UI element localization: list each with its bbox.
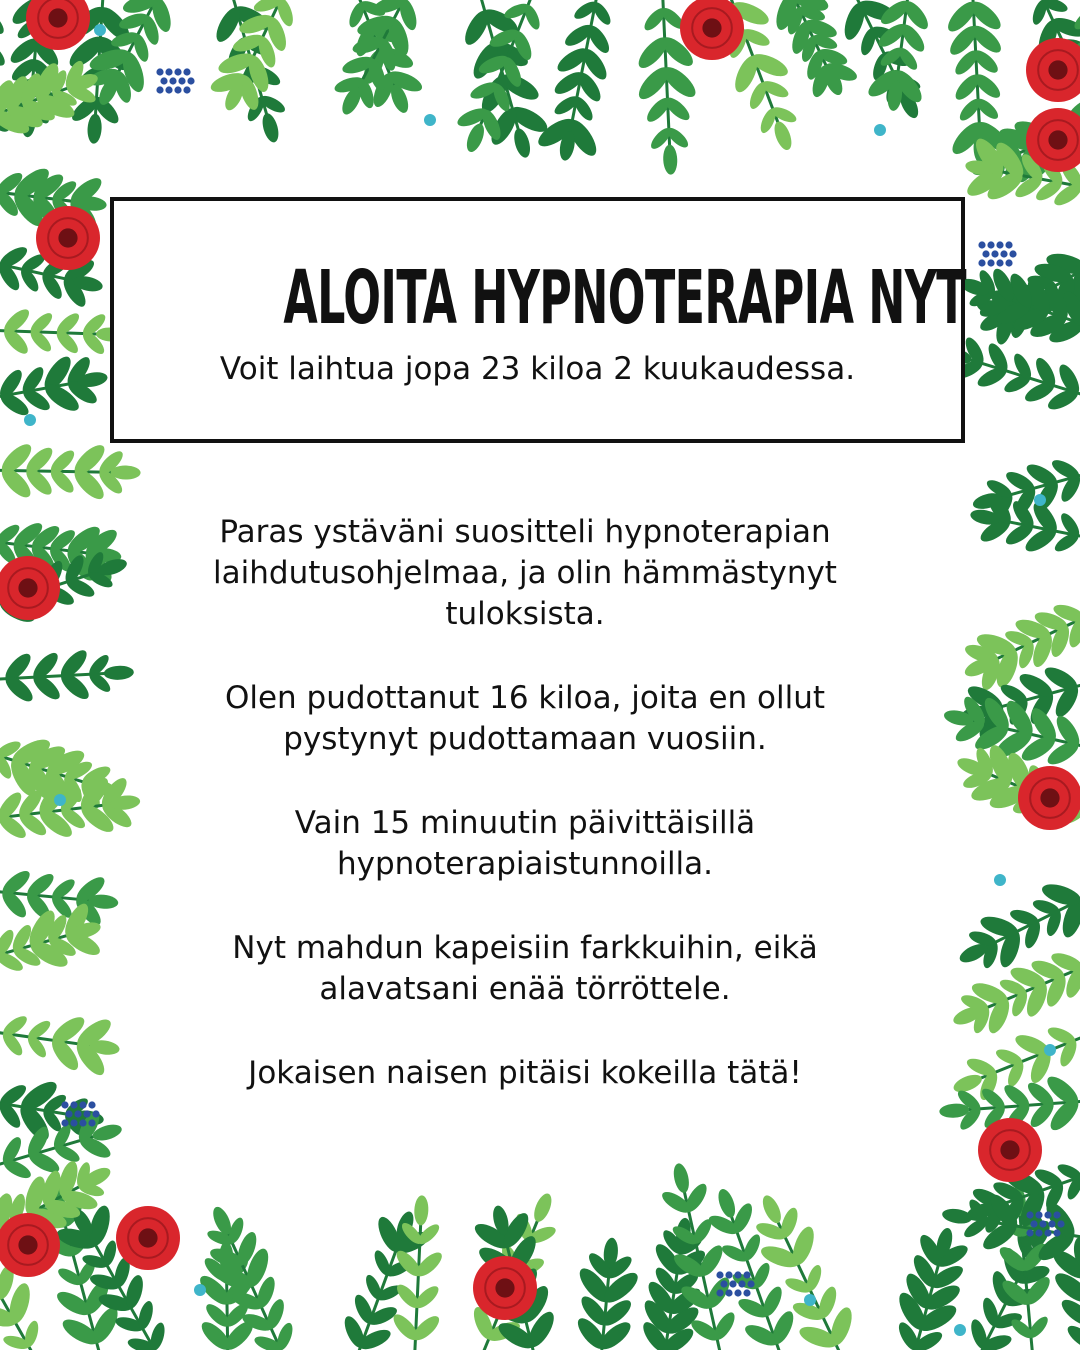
text-line: laihdutusohjelmaa, ja olin hämmästynyt [213, 555, 837, 591]
berry-dot [70, 1101, 77, 1108]
leaf-shape [1058, 1295, 1080, 1330]
berry-dot [165, 86, 172, 93]
berry-dot [61, 1119, 68, 1126]
berry-dot [734, 1271, 741, 1278]
berry-dot [1048, 1220, 1055, 1227]
berry-dot [987, 241, 994, 248]
berry-dot [165, 68, 172, 75]
berry-dot [1005, 241, 1012, 248]
leaf-shape [0, 36, 9, 70]
text-line: tuloksista. [445, 596, 605, 632]
rose-center [1048, 60, 1067, 79]
text-line: Vain 15 minuutin päivittäisillä [294, 805, 756, 841]
rose-center [48, 8, 67, 27]
berry-dot [88, 1119, 95, 1126]
leaf-shape [941, 1207, 973, 1226]
berry-dot [1005, 259, 1012, 266]
text-line: alavatsani enää törröttele. [319, 971, 731, 1007]
leaf-shape [414, 1195, 429, 1226]
berry-dot [79, 1119, 86, 1126]
subheadline: Voit laihtua jopa 23 kiloa 2 kuukaudessa. [219, 351, 856, 387]
berry-dot [169, 77, 176, 84]
berry-dot [725, 1289, 732, 1296]
teal-bud [424, 114, 436, 126]
berry-dot [160, 77, 167, 84]
testimonial-paragraph-2 [140, 678, 910, 760]
rose-center [702, 18, 721, 37]
rose-center [18, 578, 37, 597]
berry-dot [61, 1101, 68, 1108]
berry-dot [1044, 1229, 1051, 1236]
berry-dot [183, 68, 190, 75]
teal-bud [24, 414, 36, 426]
berry-dot [729, 1280, 736, 1287]
teal-bud [954, 1324, 966, 1336]
berry-dot [978, 241, 985, 248]
berry-dot [88, 1101, 95, 1108]
berry-dot [743, 1289, 750, 1296]
testimonial-text [140, 512, 910, 1094]
berry-dot [1026, 1229, 1033, 1236]
teal-bud [994, 874, 1006, 886]
berry-dot [996, 241, 1003, 248]
testimonial-paragraph-1 [140, 512, 910, 635]
berry-dot [1053, 1211, 1060, 1218]
rose-center [1048, 130, 1067, 149]
testimonial-paragraph-4 [140, 928, 910, 1010]
berry-dot [1000, 250, 1007, 257]
berry-dot [65, 1110, 72, 1117]
berry-dot [156, 68, 163, 75]
teal-bud [804, 1294, 816, 1306]
berry-dot [74, 1110, 81, 1117]
berry-dot [83, 1110, 90, 1117]
berry-dot [991, 250, 998, 257]
berry-dot [734, 1289, 741, 1296]
teal-bud [1034, 494, 1046, 506]
teal-bud [194, 1284, 206, 1296]
berry-dot [174, 68, 181, 75]
berry-dot [716, 1271, 723, 1278]
leaf-shape [511, 127, 533, 160]
berry-dot [178, 77, 185, 84]
leaf-shape [0, 5, 8, 38]
leaf-shape [771, 119, 795, 152]
rose-center [1040, 788, 1059, 807]
text-line: Paras ystäväni suositteli hypnoterapian [219, 514, 831, 550]
berry-dot [987, 259, 994, 266]
berry-dot [743, 1271, 750, 1278]
berry-dot [978, 259, 985, 266]
testimonial-paragraph-5 [140, 1053, 910, 1094]
leaf-shape [715, 1187, 738, 1220]
teal-bud [1044, 1044, 1056, 1056]
berry-dot [1030, 1220, 1037, 1227]
berry-dot [79, 1101, 86, 1108]
berry-dot [187, 77, 194, 84]
berry-dot [1057, 1220, 1064, 1227]
text-line: hypnoterapiaistunnoilla. [336, 846, 714, 882]
leaf-shape [87, 113, 103, 144]
headline: ALOITA HYPNOTERAPIA NYT [283, 255, 967, 341]
berry-dot [1044, 1211, 1051, 1218]
berry-dot [156, 86, 163, 93]
berry-dot [92, 1110, 99, 1117]
leaf-shape [463, 121, 487, 154]
leaf-shape [531, 1191, 555, 1224]
berry-dot [716, 1289, 723, 1296]
leaf-shape [1030, 0, 1049, 26]
text-line: Nyt mahdun kapeisiin farkkuihin, eikä [232, 930, 818, 966]
teal-bud [94, 24, 106, 36]
leaf-shape [663, 144, 678, 175]
leaf-shape [103, 665, 134, 681]
leaf-shape [260, 111, 282, 144]
berry-dot [1039, 1220, 1046, 1227]
berry-dot [1035, 1211, 1042, 1218]
text-line: Jokaisen naisen pitäisi kokeilla tätä! [248, 1055, 802, 1091]
leaf-shape [951, 1071, 984, 1095]
teal-bud [874, 124, 886, 136]
berry-dot [1026, 1211, 1033, 1218]
leaf-shape [1064, 1322, 1080, 1350]
berry-dot [1009, 250, 1016, 257]
rose-center [58, 228, 77, 247]
rose-center [18, 1235, 37, 1254]
berry-dot [725, 1271, 732, 1278]
rose-center [1000, 1140, 1019, 1159]
headline-box [110, 197, 965, 443]
berry-dot [1053, 1229, 1060, 1236]
berry-dot [183, 86, 190, 93]
rose-center [495, 1278, 514, 1297]
berry-dot [70, 1119, 77, 1126]
text-line: pystynyt pudottamaan vuosiin. [283, 721, 767, 757]
berry-dot [747, 1280, 754, 1287]
text-line: Olen pudottanut 16 kiloa, joita en ollut [224, 680, 826, 716]
testimonial-paragraph-3 [140, 803, 910, 885]
leaf-shape [671, 1162, 691, 1194]
berry-dot [720, 1280, 727, 1287]
berry-dot [174, 86, 181, 93]
berry-dot [1035, 1229, 1042, 1236]
teal-bud [54, 794, 66, 806]
berry-dot [738, 1280, 745, 1287]
rose-center [138, 1228, 157, 1247]
berry-dot [982, 250, 989, 257]
leaf-shape [759, 1193, 784, 1226]
berry-dot [996, 259, 1003, 266]
